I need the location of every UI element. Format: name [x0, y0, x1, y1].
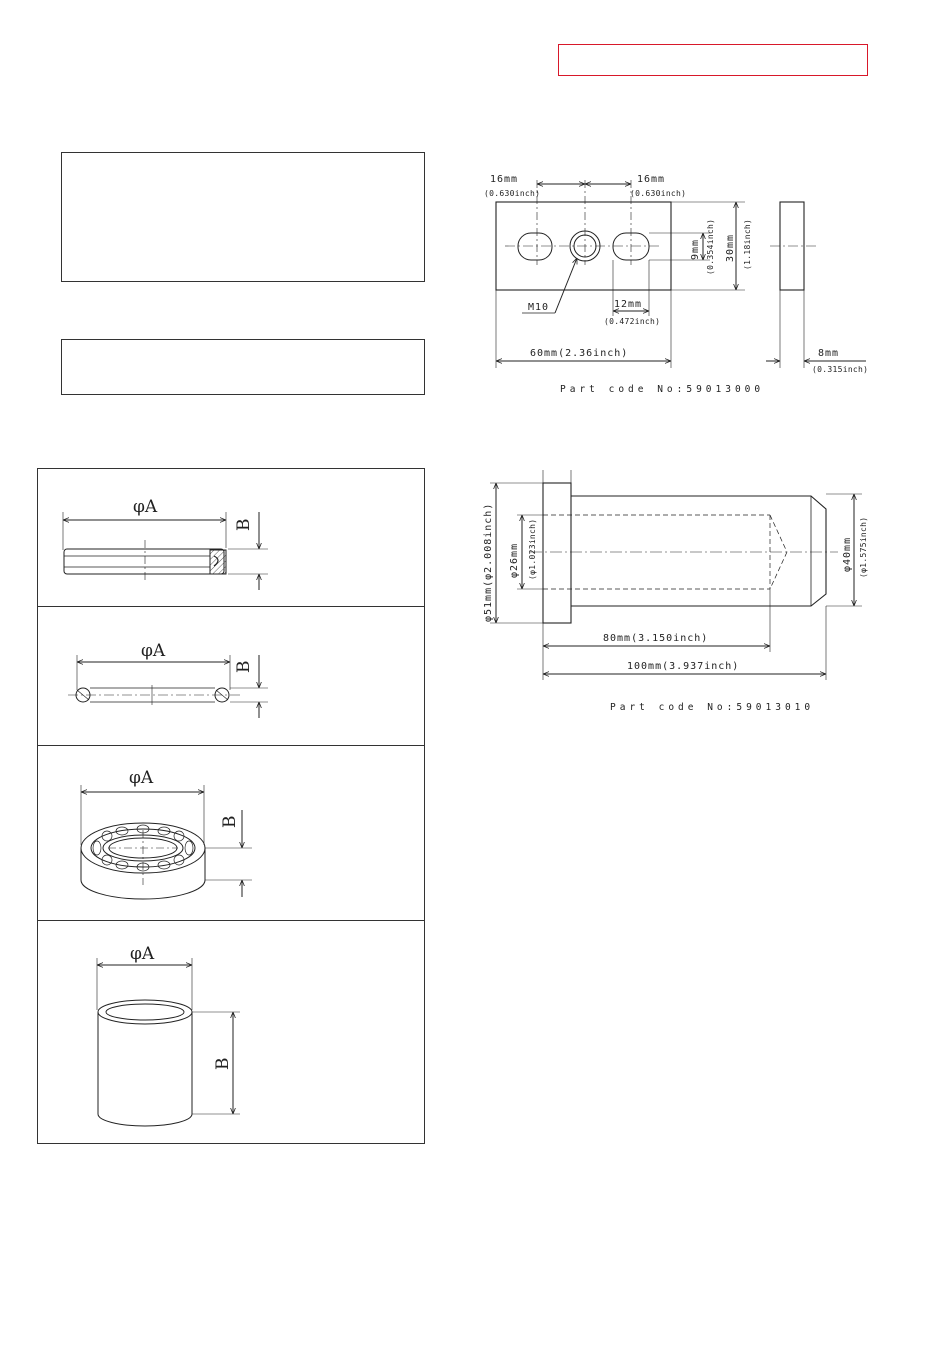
plate-height: 30mm [725, 233, 736, 262]
shaft-part-code: Part code No:59013010 [610, 702, 815, 713]
seal2-phi-a-label: φA [141, 641, 166, 661]
plate-right-dim: 16mm [637, 174, 666, 185]
seal4-phi-a-label: φA [130, 944, 155, 964]
seal3-phi-a-label: φA [129, 768, 154, 788]
shaft-total-length: 100mm(3.937inch) [627, 661, 740, 672]
plate-drawing [496, 180, 866, 368]
plate-right-dim-inch: (0.630inch) [630, 189, 687, 198]
shaft-head-dia: φ51mm(φ2.008inch) [483, 502, 494, 622]
bush-drawing [97, 958, 240, 1126]
bearing-drawing [81, 785, 252, 899]
seal4-b-label: B [213, 1057, 233, 1070]
seal2-b-label: B [234, 660, 254, 673]
shaft-bore-dia-inch: (φ1.023inch) [528, 518, 537, 580]
plate-left-dim-inch: (0.630inch) [484, 189, 541, 198]
plate-slot-dim-inch: (0.472inch) [604, 317, 661, 326]
plate-slot-dim: 12mm [614, 299, 643, 310]
shaft-tip-dia-inch: (φ1.575inch) [859, 516, 868, 578]
plate-slot-height-inch: (0.354inch) [706, 218, 715, 275]
seal3-b-label: B [220, 815, 240, 828]
plate-part-code: Part code No:59013000 [560, 384, 765, 395]
plate-slot-height: 9mm [690, 238, 701, 260]
plate-left-dim: 16mm [490, 174, 519, 185]
plate-thread-label: M10 [528, 302, 550, 313]
seal1-b-label: B [234, 518, 254, 531]
shaft-drawing [490, 470, 862, 680]
shaft-bore-dia: φ26mm [509, 542, 520, 578]
plate-thickness: 8mm [818, 348, 840, 359]
seal1-phi-a-label: φA [133, 497, 158, 517]
plate-height-inch: (1.18inch) [743, 218, 752, 270]
plate-width: 60mm(2.36inch) [530, 348, 629, 359]
plate-thickness-inch: (0.315inch) [812, 365, 869, 374]
shaft-tip-dia: φ40mm [842, 536, 853, 572]
shaft-bore-length: 80mm(3.150inch) [603, 633, 709, 644]
